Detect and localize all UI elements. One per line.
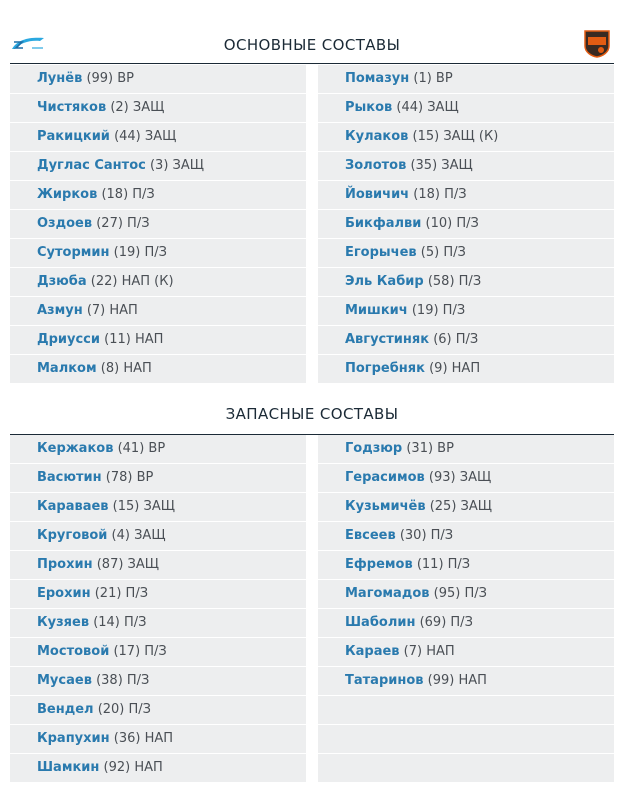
player-name-link[interactable]: Рыков — [345, 100, 393, 115]
player-name-link[interactable]: Оздоев — [37, 216, 93, 231]
zenit-logo-icon — [10, 34, 46, 54]
player-row — [10, 551, 306, 579]
player-name-link[interactable]: Дуглас Сантос — [37, 158, 146, 173]
player-name-link[interactable]: Помазун — [345, 71, 410, 86]
player-row — [318, 239, 614, 267]
player-info: (31) ВР — [406, 441, 454, 456]
player-info: (18) П/З — [101, 187, 155, 202]
player-info: (19) П/З — [411, 303, 466, 318]
player-name-link[interactable]: Васютин — [37, 470, 102, 485]
player-name-link[interactable]: Ерохин — [37, 586, 91, 601]
player-info: (44) ЗАЩ — [396, 100, 459, 115]
player-info: (22) НАП (К) — [90, 274, 174, 289]
player-info: (95) П/З — [433, 586, 487, 601]
player-info: (5) П/З — [420, 245, 466, 260]
player-info: (10) П/З — [425, 216, 479, 231]
player-row — [318, 123, 614, 151]
section-divider — [10, 63, 614, 64]
player-name-link[interactable]: Азмун — [37, 303, 83, 318]
player-info: (20) П/З — [97, 702, 151, 717]
player-info: (44) ЗАЩ — [114, 129, 177, 144]
player-name-link[interactable]: Ефремов — [345, 557, 413, 572]
player-info: (9) НАП — [429, 361, 481, 376]
player-row — [318, 65, 614, 93]
player-name-link[interactable]: Сутормин — [37, 245, 110, 260]
player-row — [318, 609, 614, 637]
player-info: (15) ЗАЩ (К) — [412, 129, 499, 144]
player-row — [10, 638, 306, 666]
substitutes-header — [10, 401, 614, 435]
player-row — [318, 638, 614, 666]
player-info: (87) ЗАЩ — [96, 557, 159, 572]
player-row — [10, 326, 306, 354]
player-info: (14) П/З — [93, 615, 147, 630]
player-row — [10, 725, 306, 753]
player-info: (36) НАП — [113, 731, 174, 746]
empty-row — [318, 696, 614, 724]
player-row — [10, 493, 306, 521]
player-name-link[interactable]: Августиняк — [345, 332, 430, 347]
player-info: (41) ВР — [117, 441, 166, 456]
player-row — [318, 580, 614, 608]
player-info: (69) П/З — [419, 615, 473, 630]
player-name-link[interactable]: Кержаков — [37, 441, 114, 456]
player-row — [10, 94, 306, 122]
player-name-link[interactable]: Малком — [37, 361, 97, 376]
player-name-link[interactable]: Шамкин — [37, 760, 100, 775]
player-row — [10, 609, 306, 637]
player-info: (92) НАП — [103, 760, 163, 775]
player-name-link[interactable]: Лунёв — [37, 71, 83, 86]
player-row — [10, 464, 306, 492]
player-info: (4) ЗАЩ — [111, 528, 166, 543]
player-name-link[interactable]: Погребняк — [345, 361, 425, 376]
player-name-link[interactable]: Вендел — [37, 702, 94, 717]
empty-row — [318, 754, 614, 782]
player-row — [318, 551, 614, 579]
player-name-link[interactable]: Мусаев — [37, 673, 92, 688]
substitutes-home-list — [10, 435, 306, 783]
starting-away-list — [318, 65, 614, 384]
player-row — [318, 435, 614, 463]
player-name-link[interactable]: Йовичич — [345, 187, 410, 202]
player-name-link[interactable]: Кузьмичёв — [345, 499, 426, 514]
player-row — [10, 580, 306, 608]
player-info: (1) ВР — [413, 71, 453, 86]
player-row — [10, 355, 306, 383]
player-row — [10, 667, 306, 695]
player-info: (35) ЗАЩ — [410, 158, 473, 173]
player-row — [318, 181, 614, 209]
empty-row — [318, 725, 614, 753]
substitutes-away-list — [318, 435, 614, 783]
player-row — [318, 464, 614, 492]
player-name-link[interactable]: Герасимов — [345, 470, 425, 485]
player-name-link[interactable]: Шаболин — [345, 615, 416, 630]
player-info: (58) П/З — [427, 274, 482, 289]
player-info: (21) П/З — [94, 586, 149, 601]
player-row — [10, 65, 306, 93]
player-name-link[interactable]: Чистяков — [37, 100, 107, 115]
player-info: (15) ЗАЩ — [112, 499, 175, 514]
starting-home-list — [10, 65, 306, 384]
player-info: (99) ВР — [86, 71, 135, 86]
player-name-link[interactable]: Ракицкий — [37, 129, 110, 144]
player-row — [10, 522, 306, 550]
player-row — [318, 355, 614, 383]
player-row — [10, 435, 306, 463]
player-name-link[interactable]: Караваев — [37, 499, 109, 514]
player-name-link[interactable]: Евсеев — [345, 528, 396, 543]
player-info: (11) НАП — [104, 332, 164, 347]
player-row — [10, 754, 306, 782]
player-row — [10, 696, 306, 724]
player-name-link[interactable]: Егорычев — [345, 245, 417, 260]
player-name-link[interactable]: Бикфалви — [345, 216, 422, 231]
player-info: (2) ЗАЩ — [110, 100, 165, 115]
ural-logo-icon — [583, 28, 611, 58]
player-info: (19) П/З — [113, 245, 167, 260]
player-row — [10, 239, 306, 267]
player-row — [318, 297, 614, 325]
player-name-link[interactable]: Караев — [345, 644, 400, 659]
player-name-link[interactable]: Эль Кабир — [345, 274, 424, 289]
player-name-link[interactable]: Мишкич — [345, 303, 408, 318]
player-info: (38) П/З — [96, 673, 150, 688]
player-name-link[interactable]: Татаринов — [345, 673, 424, 688]
player-info: (18) П/З — [413, 187, 467, 202]
player-row — [318, 326, 614, 354]
player-name-link[interactable]: Дзюба — [37, 274, 87, 289]
zenit-logo[interactable] — [10, 34, 46, 54]
player-name-link[interactable]: Годзюр — [345, 441, 403, 456]
player-name-link[interactable]: Магомадов — [345, 586, 430, 601]
player-row — [318, 268, 614, 296]
player-row — [10, 297, 306, 325]
player-info: (27) П/З — [96, 216, 150, 231]
player-row — [318, 94, 614, 122]
player-row — [10, 268, 306, 296]
player-name-link[interactable]: Дриусси — [37, 332, 100, 347]
player-name-link[interactable]: Крапухин — [37, 731, 110, 746]
player-info: (78) ВР — [105, 470, 154, 485]
player-name-link[interactable]: Кузяев — [37, 615, 90, 630]
player-info: (3) ЗАЩ — [149, 158, 204, 173]
player-name-link[interactable]: Прохин — [37, 557, 93, 572]
player-row — [10, 181, 306, 209]
player-info: (6) П/З — [433, 332, 479, 347]
player-row — [10, 210, 306, 238]
player-name-link[interactable]: Мостовой — [37, 644, 110, 659]
player-info: (17) П/З — [113, 644, 167, 659]
substitutes-title: ЗАПАСНЫЕ СОСТАВЫ — [225, 405, 399, 423]
player-row — [10, 152, 306, 180]
starting-lineups-title: ОСНОВНЫЕ СОСТАВЫ — [223, 36, 401, 54]
player-row — [318, 522, 614, 550]
ural-logo[interactable] — [583, 28, 611, 58]
player-row — [318, 493, 614, 521]
player-row — [10, 123, 306, 151]
player-row — [318, 152, 614, 180]
player-info: (8) НАП — [100, 361, 152, 376]
starting-lineups-header — [10, 30, 614, 64]
player-info: (99) НАП — [427, 673, 487, 688]
player-info: (7) НАП — [86, 303, 138, 318]
player-name-link[interactable]: Круговой — [37, 528, 108, 543]
player-info: (25) ЗАЩ — [429, 499, 492, 514]
player-name-link[interactable]: Кулаков — [345, 129, 409, 144]
player-info: (30) П/З — [399, 528, 454, 543]
player-row — [318, 667, 614, 695]
player-row — [318, 210, 614, 238]
player-info: (11) П/З — [416, 557, 471, 572]
player-info: (7) НАП — [403, 644, 455, 659]
player-name-link[interactable]: Золотов — [345, 158, 407, 173]
player-info: (93) ЗАЩ — [428, 470, 492, 485]
player-name-link[interactable]: Жирков — [37, 187, 98, 202]
